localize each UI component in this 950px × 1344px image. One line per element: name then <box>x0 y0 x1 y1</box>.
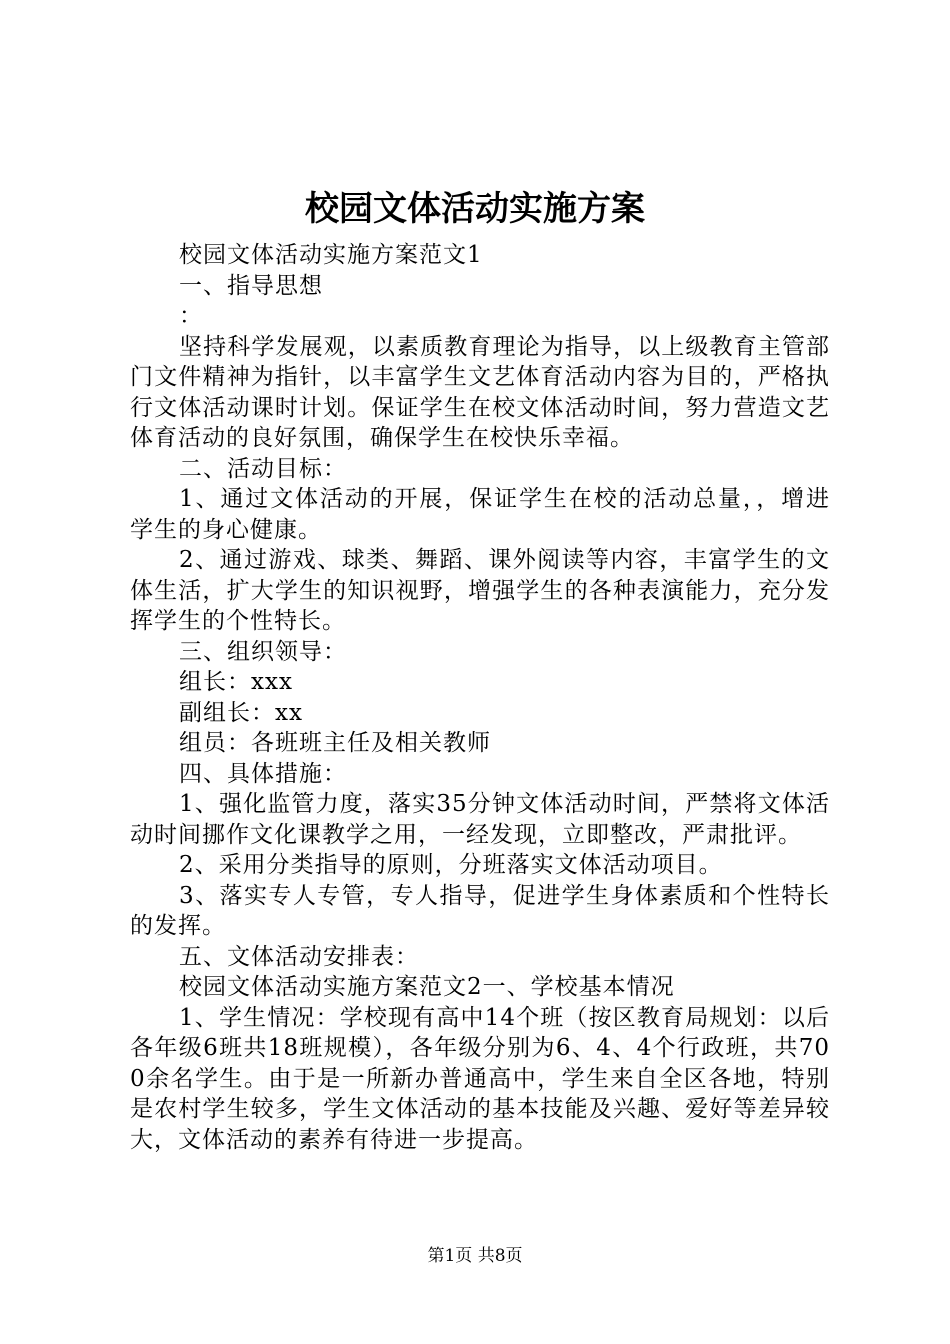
paragraph: 校园文体活动实施方案范文2一、学校基本情况 <box>179 974 675 1000</box>
paragraph: 1、学生情况：学校现有高中14个班（按区教育局规划：以后各年级6班共18班规模），各年级分别为6、4、4个行政班，共700余名学生。由于是一所新办普通高中，学生来自全区各地，特别是农村学生较多，学生文体活动的基本技能及兴趣、爱好等差异较大，文体活动的素养有待进一步提高。 <box>130 1004 830 1153</box>
document-body <box>130 240 830 1155</box>
page-footer: 第1页 共8页 <box>427 1246 523 1266</box>
paragraph: 组员：各班班主任及相关教师 <box>179 730 491 756</box>
paragraph: 三、组织领导： <box>179 638 347 665</box>
paragraph: 坚持科学发展观，以素质教育理论为指导，以上级教育主管部门文件精神为指针，以丰富学生文艺体育活动内容为目的，严格执行文体活动课时计划。保证学生在校文体活动时间，努力营造文艺体育活动的良好氛围，确保学生在校快乐幸福。 <box>130 333 830 451</box>
paragraph: 副组长：xx <box>179 699 303 726</box>
paragraph: 校园文体活动实施方案范文1 <box>179 242 483 268</box>
paragraph: 1、通过文体活动的开展，保证学生在校的活动总量，，增进学生的身心健康。 <box>130 486 830 543</box>
paragraph: 2、通过游戏、球类、舞蹈、课外阅读等内容，丰富学生的文体生活，扩大学生的知识视野，增强学生的各种表演能力，充分发挥学生的个性特长。 <box>130 547 830 634</box>
paragraph: 五、文体活动安排表： <box>179 943 419 970</box>
paragraph: 1、强化监管力度，落实35分钟文体活动时间，严禁将文体活动时间挪作文化课教学之用，一经发现，立即整改，严肃批评。 <box>130 791 830 848</box>
paragraph: 一、指导思想 <box>179 272 323 299</box>
paragraph: 组长：xxx <box>179 669 293 695</box>
paragraph: 3、落实专人专管，专人指导，促进学生身体素质和个性特长的发挥。 <box>130 882 830 939</box>
paragraph: 2、采用分类指导的原则，分班落实文体活动项目。 <box>179 852 723 878</box>
document-title: 校园文体活动实施方案 <box>305 189 645 229</box>
paragraph: 二、活动目标： <box>179 455 347 482</box>
paragraph: ： <box>179 303 203 329</box>
paragraph: 四、具体措施： <box>179 760 347 787</box>
